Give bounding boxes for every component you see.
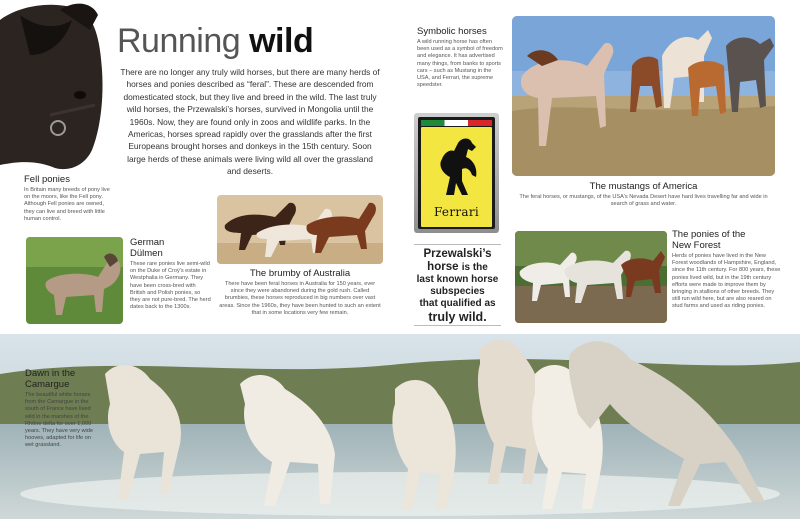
camargue-text: The beautiful white horses from the Camargue in the south of France have lived wild in the marshes of the Rhône delta for over 1,000 years. They have very wide hooves, adapted for life on wet grassland. (25, 392, 93, 449)
fell-ponies-text: In Britain many breeds of pony live on the moors, like the Fell pony. Although Fell ponies are owned, they can live and breed with little human control. (24, 187, 110, 222)
brumby-text: There have been feral horses in Australia for 150 years, ever since they were abandoned during the gold rush. Called brumbies, these horses reproduced in big numbers over vast areas. Since the 1960s, they have been hunted to such an extent that in some locations very few remain. (219, 281, 381, 316)
new-forest-title: The ponies of the New Forest (672, 229, 746, 251)
new-forest-text: Herds of ponies have lived in the New Forest woodlands of Hampshire, England, since the 11th century. For 800 years, these ponies lived wild, but in the 19th century efforts were made to improve them by bringing in stallions of other breeds. They still run wild here, but are also reared on stud farms and used as riding ponies. (672, 253, 781, 310)
ferrari-badge (414, 113, 499, 233)
german-dulmen-photo (26, 237, 123, 324)
mustangs-title: The mustangs of America (589, 181, 698, 192)
brumby-title: The brumby of Australia (249, 268, 351, 279)
page-title: Running wild (117, 22, 314, 60)
new-forest-photo (515, 231, 667, 323)
ferrari-wordmark: Ferrari (433, 205, 480, 219)
camargue-photo (0, 334, 800, 519)
symbolic-horses-title: Symbolic horses (417, 26, 487, 37)
fell-pony-photo (0, 0, 110, 175)
przewalski-quote: Przewalski’s horse is the last known horse subspecies that qualified as truly wild. (416, 248, 499, 324)
camargue-title: Dawn in the Camargue (25, 368, 76, 390)
fell-ponies-title: Fell ponies (24, 174, 70, 185)
symbolic-horses-text: A wild running horse has often been used as a symbol of freedom and elegance. It has advertised many things, from banks to sports cars – such as Mustang in the USA, and Ferrari, the supreme speedster. (417, 39, 503, 89)
mustangs-photo (512, 16, 775, 176)
mustangs-text: The feral horses, or mustangs, of the USA's Nevada Desert have hard lives travelling far and wide in search of grass and water. (519, 194, 768, 208)
intro-paragraph: There are no longer any truly wild horses, but there are many herds of horses and ponies described as “feral”. These are descended from domesticated stock, but they live and breed in the wild. The last truly wild horses, the Przewalski’s horses, survived in Mongolia until the 1960s. Now, they are found only in zoos and wildlife parks. In the Americas, horses spread rapidly over the grasslands after the first Europeans brought horses and donkeys in the 15th century. Soon large herds of these animals were living wild all over the grassland and deserts. (120, 67, 380, 177)
brumby-photo (217, 195, 383, 264)
german-dulmen-title: German Dülmen (130, 237, 165, 259)
german-dulmen-text: These rare ponies live semi-wild on the Duke of Croÿ's estate in Westphalia in Germany. They have been cross-bred with British and Polish ponies, so they are not pure-bred. The herd dates back to the 1300s. (130, 261, 211, 311)
prancing-horse-icon (428, 133, 485, 201)
